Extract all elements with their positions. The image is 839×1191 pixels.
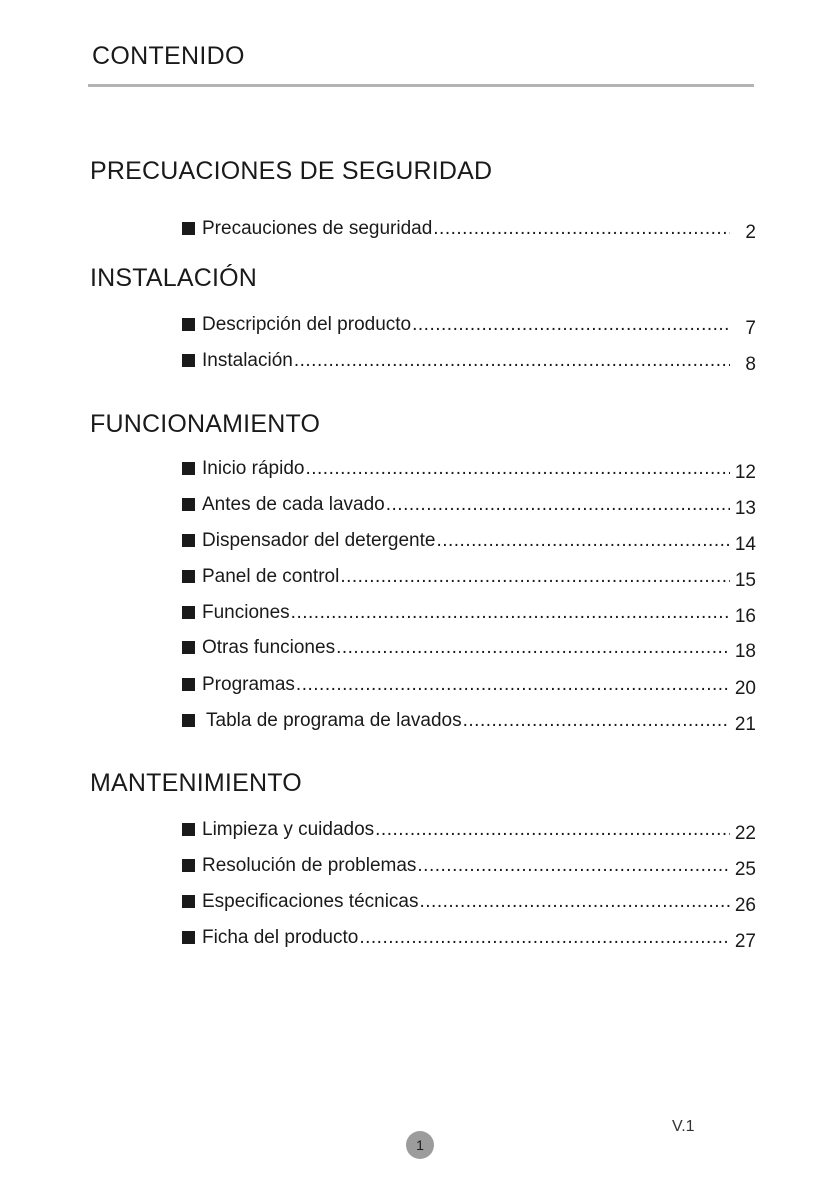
section-heading-mantenimiento: MANTENIMIENTO xyxy=(90,769,302,797)
toc-page-number: 26 xyxy=(734,895,756,916)
toc-page-number: 8 xyxy=(745,354,756,375)
toc-page-number: 7 xyxy=(745,318,756,339)
toc-page-number: 2 xyxy=(745,222,756,243)
toc-entry-otras-funciones[interactable] xyxy=(182,629,756,662)
toc-page-number: 27 xyxy=(734,931,756,952)
bullet-icon xyxy=(182,859,195,872)
dot-leader xyxy=(359,928,730,947)
toc-entry-label: Panel de control xyxy=(202,566,340,587)
title-divider xyxy=(88,84,754,87)
page-title: CONTENIDO xyxy=(92,42,245,70)
dot-leader xyxy=(340,567,730,586)
toc-entry-limpieza[interactable] xyxy=(182,811,756,844)
toc-entry-label: Resolución de problemas xyxy=(202,855,417,876)
bullet-icon xyxy=(182,678,195,691)
toc-entry-inicio-rapido[interactable] xyxy=(182,450,756,483)
dot-leader xyxy=(463,711,730,730)
toc-entry-label: Tabla de programa de lavados xyxy=(206,710,462,731)
toc-entry-dispensador[interactable] xyxy=(182,522,756,555)
section-heading-funcionamiento: FUNCIONAMIENTO xyxy=(90,410,321,438)
toc-entry-label: Funciones xyxy=(202,602,290,623)
bullet-icon xyxy=(182,222,195,235)
version-label: V.1 xyxy=(672,1118,695,1135)
toc-entry-label: Otras funciones xyxy=(202,637,336,658)
toc-page-number: 20 xyxy=(734,678,756,699)
toc-page-number: 21 xyxy=(734,714,756,735)
dot-leader xyxy=(375,820,730,839)
dot-leader xyxy=(336,638,730,657)
bullet-icon xyxy=(182,641,195,654)
toc-page-number: 25 xyxy=(734,859,756,880)
toc-entry-funciones[interactable] xyxy=(182,594,756,627)
dot-leader xyxy=(433,219,730,238)
toc-entry-ficha[interactable] xyxy=(182,919,756,952)
dot-leader xyxy=(296,675,730,694)
bullet-icon xyxy=(182,714,195,727)
bullet-icon xyxy=(182,462,195,475)
bullet-icon xyxy=(182,318,195,331)
dot-leader xyxy=(417,856,730,875)
toc-entry-instalacion[interactable] xyxy=(182,342,756,375)
toc-entry-panel-control[interactable] xyxy=(182,558,756,591)
toc-page-number: 18 xyxy=(734,641,756,662)
bullet-icon xyxy=(182,895,195,908)
bullet-icon xyxy=(182,534,195,547)
toc-entry-resolucion[interactable] xyxy=(182,847,756,880)
toc-entry-programas[interactable] xyxy=(182,666,756,699)
dot-leader xyxy=(294,351,730,370)
bullet-icon xyxy=(182,931,195,944)
toc-entry-label: Ficha del producto xyxy=(202,927,359,948)
toc-entry-label: Instalación xyxy=(202,350,293,371)
toc-entry-label: Precauciones de seguridad xyxy=(202,218,433,239)
section-heading-instalacion: INSTALACIÓN xyxy=(90,264,258,292)
toc-entry-label: Dispensador del detergente xyxy=(202,530,436,551)
toc-entry-precauciones[interactable] xyxy=(182,210,756,243)
dot-leader xyxy=(420,892,731,911)
toc-entry-especificaciones[interactable] xyxy=(182,883,756,916)
toc-page-number: 12 xyxy=(734,462,756,483)
toc-page-number: 13 xyxy=(734,498,756,519)
toc-entry-label: Limpieza y cuidados xyxy=(202,819,375,840)
toc-page-number: 14 xyxy=(734,534,756,555)
page-number-badge: 1 xyxy=(406,1131,434,1159)
dot-leader xyxy=(386,495,730,514)
toc-entry-tabla-programas[interactable] xyxy=(182,702,756,735)
bullet-icon xyxy=(182,498,195,511)
toc-entry-antes-lavado[interactable] xyxy=(182,486,756,519)
dot-leader xyxy=(436,531,730,550)
dot-leader xyxy=(305,459,730,478)
toc-entry-descripcion[interactable] xyxy=(182,306,756,339)
bullet-icon xyxy=(182,354,195,367)
toc-entry-label: Especificaciones técnicas xyxy=(202,891,419,912)
toc-entry-label: Descripción del producto xyxy=(202,314,412,335)
toc-page-number: 22 xyxy=(734,823,756,844)
bullet-icon xyxy=(182,606,195,619)
toc-entry-label: Programas xyxy=(202,674,295,695)
dot-leader xyxy=(412,315,730,334)
toc-page-number: 15 xyxy=(734,570,756,591)
bullet-icon xyxy=(182,570,195,583)
toc-entry-label: Inicio rápido xyxy=(202,458,305,479)
section-heading-seguridad: PRECUACIONES DE SEGURIDAD xyxy=(90,157,493,185)
toc-page-number: 16 xyxy=(734,606,756,627)
toc-entry-label: Antes de cada lavado xyxy=(202,494,385,515)
dot-leader xyxy=(291,603,730,622)
bullet-icon xyxy=(182,823,195,836)
